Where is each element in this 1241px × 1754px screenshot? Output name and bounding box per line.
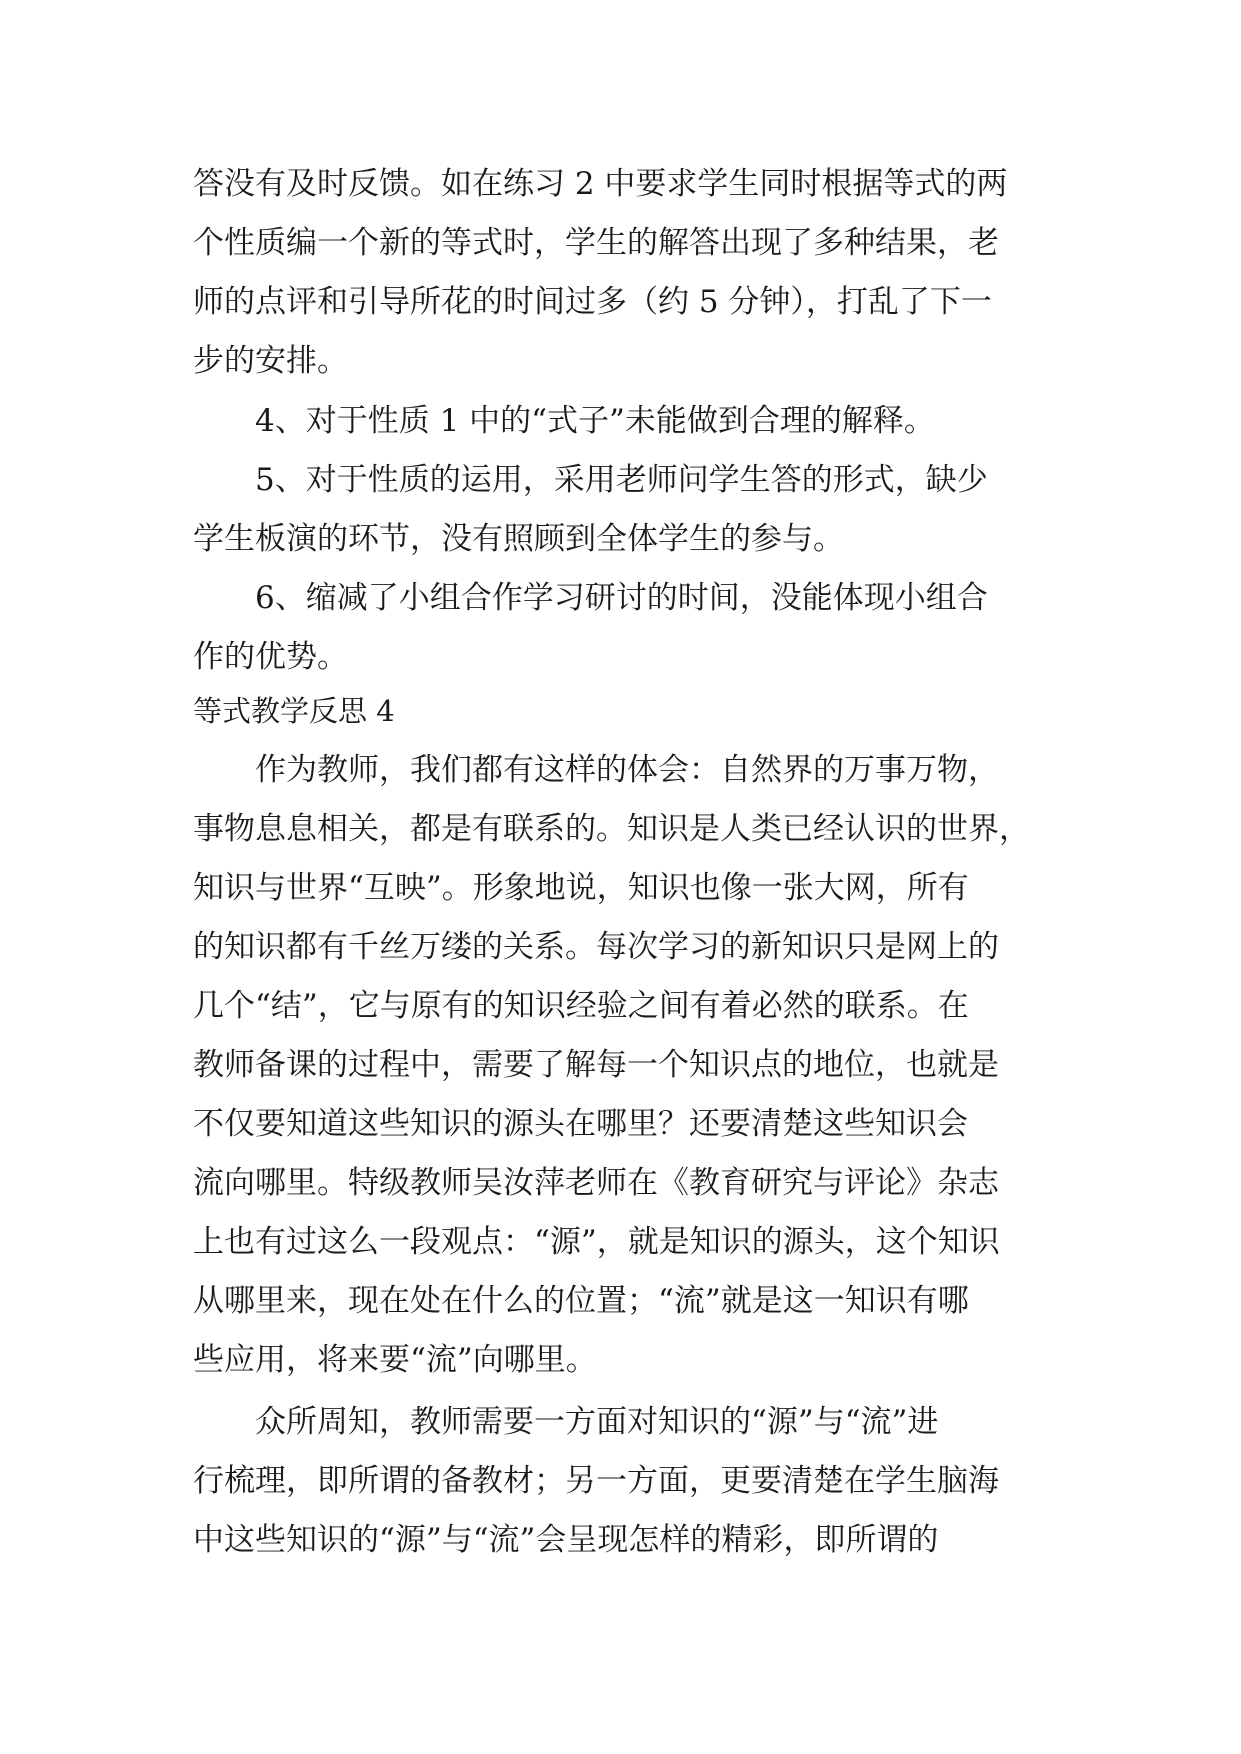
paragraph-line: 教师备课的过程中，需要了解每一个知识点的地位，也就是 bbox=[193, 1047, 999, 1083]
section-title: 等式教学反思 4 bbox=[193, 694, 395, 728]
paragraph-line: 从哪里来，现在处在什么的位置；“流”就是这一知识有哪 bbox=[193, 1283, 969, 1319]
list-item-6: 6、缩减了小组合作学习研讨的时间，没能体现小组合 bbox=[255, 580, 988, 616]
text-line: 作的优势。 bbox=[193, 639, 348, 675]
paragraph-line: 上也有过这么一段观点：“源”，就是知识的源头，这个知识 bbox=[193, 1224, 1000, 1260]
text-line: 答没有及时反馈。如在练习 2 中要求学生同时根据等式的两 bbox=[193, 166, 1008, 202]
text-line: 师的点评和引导所花的时间过多（约 5 分钟），打乱了下一 bbox=[193, 284, 992, 320]
paragraph-line: 中这些知识的“源”与“流”会呈现怎样的精彩，即所谓的 bbox=[193, 1522, 939, 1558]
list-item-5: 5、对于性质的运用，采用老师问学生答的形式，缺少 bbox=[255, 462, 988, 498]
text-line: 学生板演的环节，没有照顾到全体学生的参与。 bbox=[193, 521, 844, 557]
paragraph-line: 的知识都有千丝万缕的关系。每次学习的新知识只是网上的 bbox=[193, 929, 999, 965]
paragraph-line: 行梳理，即所谓的备教材；另一方面，更要清楚在学生脑海 bbox=[193, 1463, 999, 1499]
text-line: 步的安排。 bbox=[193, 343, 348, 379]
paragraph-line: 事物息息相关，都是有联系的。知识是人类已经认识的世界， bbox=[193, 811, 1030, 847]
list-item-4: 4、对于性质 1 中的“式子”未能做到合理的解释。 bbox=[255, 403, 935, 439]
paragraph-line: 些应用，将来要“流”向哪里。 bbox=[193, 1342, 597, 1378]
paragraph-line: 流向哪里。特级教师吴汝萍老师在《教育研究与评论》杂志 bbox=[193, 1165, 999, 1201]
text-line: 个性质编一个新的等式时，学生的解答出现了多种结果，老 bbox=[193, 225, 999, 261]
paragraph-line: 几个“结”，它与原有的知识经验之间有着必然的联系。在 bbox=[193, 988, 969, 1024]
paragraph-line: 众所周知，教师需要一方面对知识的“源”与“流”进 bbox=[255, 1404, 939, 1440]
paragraph-line: 不仅要知道这些知识的源头在哪里？还要清楚这些知识会 bbox=[193, 1106, 968, 1142]
paragraph-line: 知识与世界“互映”。形象地说，知识也像一张大网，所有 bbox=[193, 870, 969, 906]
paragraph-line: 作为教师，我们都有这样的体会：自然界的万事万物， bbox=[255, 752, 999, 788]
